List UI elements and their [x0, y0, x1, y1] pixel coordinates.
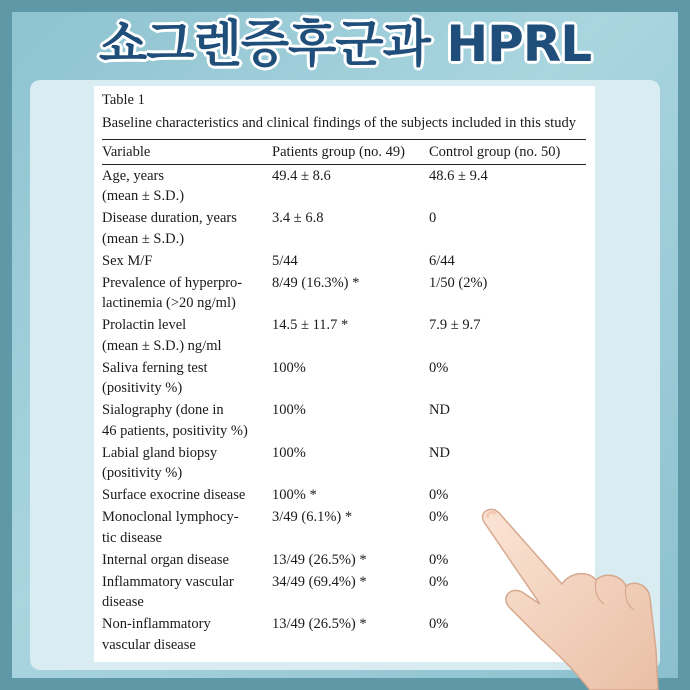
pointing-hand-icon — [470, 500, 670, 690]
variable-line: Non-inflammatory — [102, 616, 211, 632]
variable-line: Age, years — [102, 167, 165, 184]
cell-patients: 8/49 (16.3%) * — [272, 274, 360, 291]
table-row — [102, 165, 586, 208]
variable-line: Monoclonal lymphocy- — [102, 509, 239, 525]
cell-variable — [102, 399, 272, 442]
variable-line: (positivity %) — [102, 465, 183, 481]
cell-patients: 5/44 — [272, 252, 298, 269]
cell-variable — [102, 613, 272, 656]
table-row — [102, 442, 586, 485]
cell-controls: 48.6 ± 9.4 — [429, 167, 488, 184]
cell-controls: ND — [429, 444, 450, 461]
banner-title: 쇼그렌증후군과 HPRL — [98, 15, 592, 73]
table-label: Table 1 — [102, 92, 145, 108]
variable-line: Labial gland biopsy — [102, 444, 218, 461]
cell-variable — [102, 442, 272, 485]
cell-variable — [102, 207, 272, 250]
variable-line: Sialography (done in — [102, 402, 224, 418]
cell-variable — [102, 272, 272, 315]
variable-line: (positivity %) — [102, 380, 183, 396]
cell-controls: 1/50 (2%) — [429, 274, 488, 291]
cell-variable — [102, 314, 272, 357]
table-row — [102, 399, 586, 442]
variable-line: Disease duration, years — [102, 210, 237, 226]
cell-variable — [102, 571, 272, 614]
cell-controls: 0% — [429, 487, 449, 503]
variable-line: (mean ± S.D.) — [102, 230, 185, 247]
cell-patients: 100% * — [272, 487, 317, 503]
header-variable: Variable — [102, 144, 151, 160]
table-row — [102, 357, 586, 400]
table-row — [102, 250, 586, 272]
variable-line: Saliva ferning test — [102, 359, 208, 376]
cell-patients: 13/49 (26.5%) * — [272, 551, 367, 568]
cell-variable — [102, 357, 272, 400]
cell-controls: 0 — [429, 210, 437, 226]
cell-patients: 34/49 (69.4%) * — [272, 573, 367, 590]
cell-variable — [102, 549, 272, 571]
header-controls: Control group (no. 50) — [429, 144, 561, 160]
variable-line: Surface exocrine disease — [102, 487, 246, 503]
variable-line: vascular disease — [102, 636, 196, 653]
table-header-row — [102, 140, 586, 164]
cell-patients: 100% — [272, 402, 306, 418]
table-row — [102, 314, 586, 357]
cell-patients: 13/49 (26.5%) * — [272, 616, 367, 632]
characteristics-table — [102, 140, 586, 164]
cell-patients: 100% — [272, 444, 306, 461]
cell-patients: 14.5 ± 11.7 * — [272, 317, 349, 333]
cell-controls: 0% — [429, 509, 449, 525]
cell-patients: 100% — [272, 359, 306, 376]
variable-line: Prevalence of hyperpro- — [102, 274, 243, 291]
cell-controls: 0% — [429, 359, 449, 376]
cell-controls: 0% — [429, 551, 449, 568]
header-patients: Patients group (no. 49) — [272, 144, 405, 160]
variable-line: Sex M/F — [102, 252, 153, 269]
variable-line: Internal organ disease — [102, 551, 229, 568]
variable-line: Inflammatory vascular — [102, 573, 234, 590]
variable-line: lactinemia (>20 ng/ml) — [102, 295, 236, 311]
cell-controls: 0% — [429, 616, 449, 632]
variable-line: (mean ± S.D.) — [102, 188, 185, 204]
cell-variable — [102, 484, 272, 506]
cell-controls: 0% — [429, 573, 449, 590]
variable-line: disease — [102, 594, 144, 610]
cell-patients: 3/49 (6.1%) * — [272, 509, 353, 525]
variable-line: tic disease — [102, 529, 162, 546]
cell-controls: ND — [429, 402, 450, 418]
variable-line: 46 patients, positivity %) — [102, 422, 248, 439]
cell-variable — [102, 165, 272, 208]
cell-controls: 6/44 — [429, 252, 455, 269]
cell-variable — [102, 506, 272, 549]
table-row — [102, 272, 586, 315]
table-row — [102, 207, 586, 250]
cell-patients: 3.4 ± 6.8 — [272, 210, 324, 226]
table-caption: Baseline characteristics and clinical findings of the subjects included in this study — [102, 114, 576, 131]
variable-line: (mean ± S.D.) ng/ml — [102, 337, 222, 354]
cell-variable — [102, 250, 272, 272]
cell-patients: 49.4 ± 8.6 — [272, 167, 331, 184]
cell-controls: 7.9 ± 9.7 — [429, 317, 481, 333]
variable-line: Prolactin level — [102, 317, 187, 333]
